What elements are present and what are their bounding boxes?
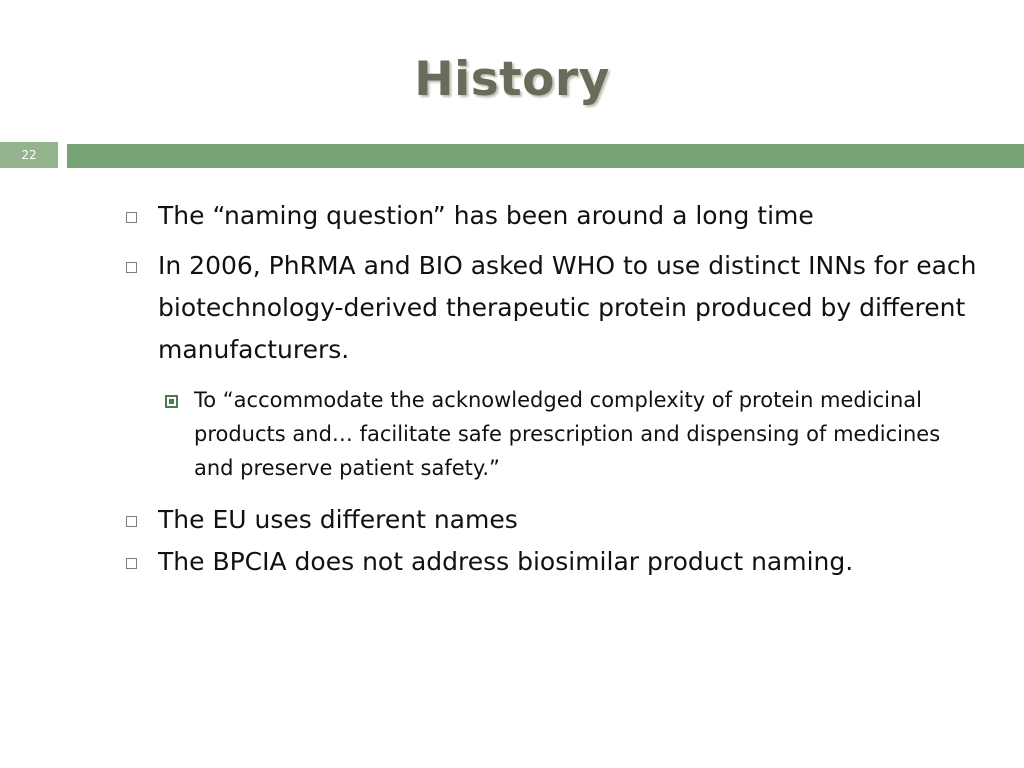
- slide-content: [120, 195, 980, 583]
- bullet-item: [120, 245, 980, 371]
- square-bullet-icon: [126, 516, 137, 527]
- bullet-text: The EU uses different names: [158, 505, 518, 534]
- bullet-item: [120, 195, 980, 237]
- filled-square-bullet-icon: [165, 395, 178, 408]
- slide-title: History: [414, 52, 610, 107]
- square-bullet-icon: [126, 558, 137, 569]
- sub-bullet-text: To “accommodate the acknowledged complexity of protein medicinal products and… facilitate safe prescription and dispensing of medicines and preserve patient safety.”: [194, 388, 941, 480]
- bullet-text: The “naming question” has been around a long time: [158, 201, 814, 230]
- title-divider-bar: [67, 144, 1024, 168]
- bullet-text: The BPCIA does not address biosimilar product naming.: [158, 547, 854, 576]
- bullet-item: [120, 541, 980, 583]
- bullet-text: In 2006, PhRMA and BIO asked WHO to use distinct INNs for each biotechnology-derived therapeutic protein produced by different manufacturers.: [158, 251, 977, 364]
- slide-number: 22: [0, 142, 58, 168]
- square-bullet-icon: [126, 212, 137, 223]
- square-bullet-icon: [126, 262, 137, 273]
- bullet-item: [120, 499, 980, 541]
- sub-bullet-item: [158, 383, 974, 485]
